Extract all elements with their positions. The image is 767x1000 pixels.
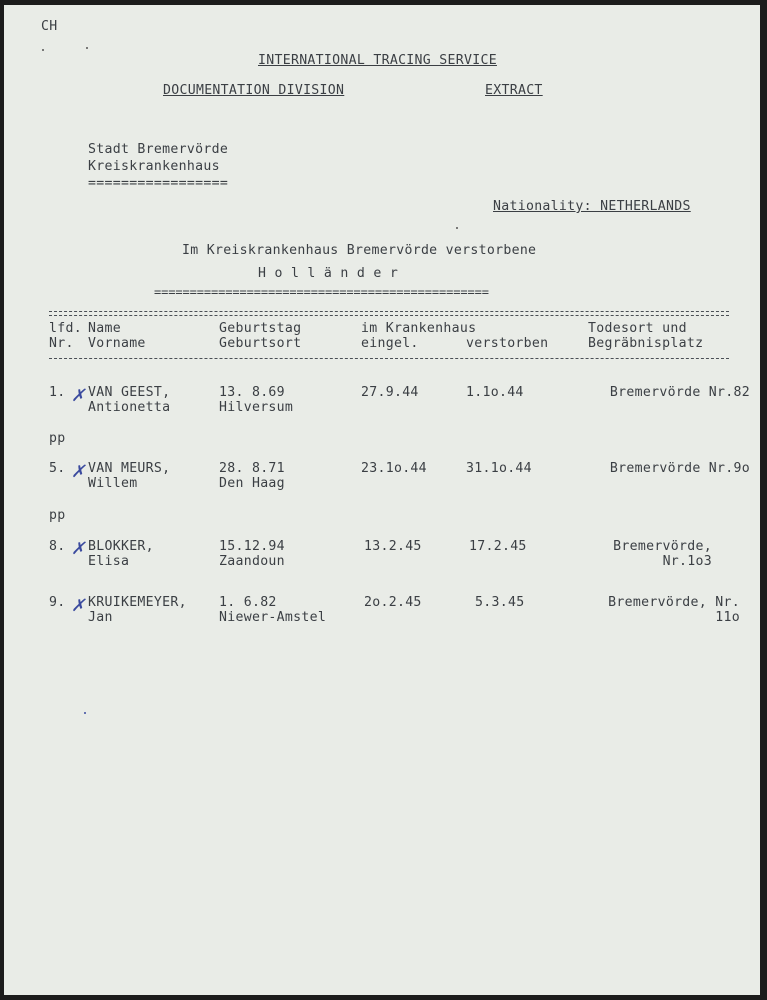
nationality-label: Nationality: NETHERLANDS [493,199,691,214]
col-header-birth: Geburtstag Geburtsort [219,321,302,351]
entry-place: Bremervörde, Nr.1o3 [613,539,712,569]
table-rule-top [49,311,729,312]
col-header-admitted: im Krankenhaus eingel. [361,321,477,351]
check-mark-icon: ✗ [71,462,86,482]
corner-mark: CH [41,19,58,34]
list-title-underline: =============================================== [154,285,489,299]
ink-speck [456,227,458,229]
address-underline: ================= [88,176,229,191]
entry-birth: 28. 8.71 Den Haag [219,461,285,491]
ink-speck [42,49,44,51]
entry-place: Bremervörde, Nr. 11o [608,595,740,625]
entry-died: 1.1o.44 [466,385,524,400]
division-heading: DOCUMENTATION DIVISION [163,83,345,98]
entry-nr: 8. [49,539,66,554]
pp-mark: pp [49,431,66,446]
entry-name: BLOKKER, Elisa [88,539,154,569]
entry-name: VAN MEURS, Willem [88,461,171,491]
ink-speck [86,47,88,49]
document-page [4,5,760,995]
entry-name: VAN GEEST, Antionetta [88,385,171,415]
entry-birth: 15.12.94 Zaandoun [219,539,285,569]
col-header-place: Todesort und Begräbnisplatz [588,321,704,351]
entry-died: 31.1o.44 [466,461,532,476]
list-title-nationality: H o l l ä n d e r [258,266,399,281]
entry-birth: 1. 6.82 Niewer-Amstel [219,595,327,625]
entry-died: 5.3.45 [475,595,525,610]
table-rule-header [49,358,729,359]
entry-nr: 1. [49,385,66,400]
entry-admitted: 27.9.44 [361,385,419,400]
entry-nr: 5. [49,461,66,476]
entry-name: KRUIKEMEYER, Jan [88,595,187,625]
entry-birth: 13. 8.69 Hilversum [219,385,294,415]
address-line-2: Kreiskrankenhaus [88,159,220,174]
entry-place: Bremervörde Nr.82 [609,385,750,400]
entry-nr: 9. [49,595,66,610]
address-line-1: Stadt Bremervörde [88,142,229,157]
doc-type-heading: EXTRACT [485,83,543,98]
org-heading: INTERNATIONAL TRACING SERVICE [258,53,497,68]
ink-speck [84,712,86,714]
check-mark-icon: ✗ [71,539,86,559]
entry-admitted: 2o.2.45 [364,595,422,610]
list-title: Im Kreiskrankenhaus Bremervörde verstorbene [182,243,537,258]
entry-admitted: 13.2.45 [364,539,422,554]
table-rule-top-inner [49,315,729,316]
check-mark-icon: ✗ [71,596,86,616]
col-header-died: verstorben [466,336,549,351]
pp-mark: pp [49,508,66,523]
check-mark-icon: ✗ [71,386,86,406]
col-header-name: Name Vorname [88,321,146,351]
entry-place: Bremervörde Nr.9o [609,461,750,476]
entry-died: 17.2.45 [469,539,527,554]
entry-admitted: 23.1o.44 [361,461,427,476]
col-header-nr: lfd. Nr. [49,321,82,351]
